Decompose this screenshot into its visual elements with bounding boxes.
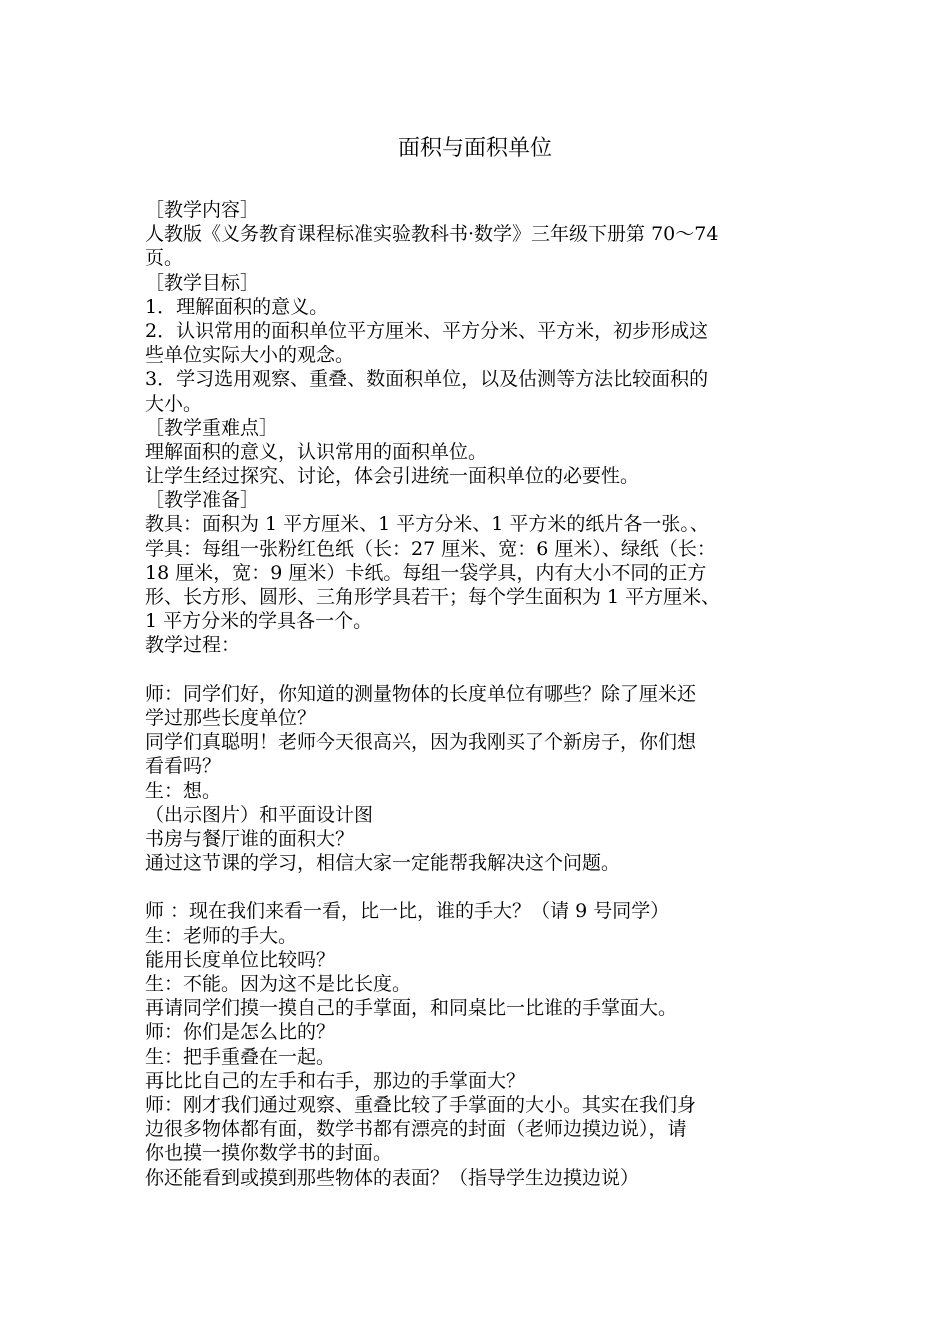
text-line: 形、长方形、圆形、三角形学具若干；每个学生面积为 1 平方厘米、 (145, 586, 721, 608)
text-line: 书房与餐厅谁的面积大？ (145, 827, 355, 850)
text-line: ［教学准备］ (145, 489, 260, 512)
text-line: ［教学内容］ (145, 199, 260, 221)
text-line: 师 ：现在我们来看一看，比一比，谁的手大？（请 9 号同学） (145, 900, 670, 923)
text-line: 生：老师的手大。 (145, 924, 298, 947)
text-line: 生：想。 (145, 779, 222, 802)
blank-line (145, 875, 813, 899)
text-line: 同学们真聪明！老师今天很高兴，因为我刚买了个新房子，你们想 (145, 731, 697, 754)
text-line: ［教学目标］ (145, 271, 260, 294)
text-line: 再比比自己的左手和右手，那边的手掌面大？ (145, 1069, 526, 1092)
text-line: 再请同学们摸一摸自己的手掌面，和同桌比一比谁的手掌面大。 (145, 997, 678, 1020)
text-line: 你也摸一摸你数学书的封面。 (145, 1142, 393, 1165)
text-line: 教学过程： (145, 634, 241, 657)
blank-line (145, 658, 813, 682)
text-line: 理解面积的意义，认识常用的面积单位。 (145, 440, 488, 463)
text-line: 大小。 (145, 392, 203, 415)
text-line: 学过那些长度单位？ (145, 706, 317, 729)
text-line: 你还能看到或摸到那些物体的表面？（指导学生边摸边说） (145, 1166, 640, 1189)
text-line: 页。 (145, 247, 184, 270)
text-line: ［教学重难点］ (145, 416, 279, 439)
text-line: 些单位实际大小的观念。 (145, 344, 355, 367)
text-line: 通过这节课的学习，相信大家一定能帮我解决这个问题。 (145, 852, 621, 875)
text-line: 3．学习选用观察、重叠、数面积单位，以及估测等方法比较面积的 (145, 368, 709, 391)
text-line: 人教版《义务教育课程标准实验教科书·数学》三年级下册第 70～74 (145, 223, 719, 246)
text-line: 1 平方分米的学具各一个。 (145, 610, 373, 633)
text-line: 边很多物体都有面，数学书都有漂亮的封面（老师边摸边说），请 (145, 1118, 687, 1141)
text-line: 生：不能。因为这不是比长度。 (145, 973, 412, 995)
text-line: 师：同学们好，你知道的测量物体的长度单位有哪些？除了厘米还 (145, 682, 697, 705)
document-body (145, 198, 813, 1190)
text-line: 师：刚才我们通过观察、重叠比较了手掌面的大小。其实在我们身 (145, 1093, 697, 1116)
text-line: 2．认识常用的面积单位平方厘米、平方分米、平方米，初步形成这 (145, 319, 709, 342)
text-line: 学具：每组一张粉红色纸（长：27 厘米、宽：6 厘米）、绿纸（长： (145, 537, 716, 560)
text-line: 18 厘米，宽：9 厘米）卡纸。每组一袋学具，内有大小不同的正方 (145, 561, 707, 584)
text-line: 师：你们是怎么比的？ (145, 1021, 336, 1044)
text-line: 看看吗？ (145, 755, 222, 778)
text-line: 教具：面积为 1 平方厘米、1 平方分米、1 平方米的纸片各一张。、 (145, 513, 709, 536)
text-line: 1．理解面积的意义。 (145, 295, 329, 318)
text-line: （出示图片）和平面设计图 (145, 803, 374, 826)
document-title: 面积与面积单位 (397, 136, 552, 161)
text-line: 让学生经过探究、讨论，体会引进统一面积单位的必要性。 (145, 465, 640, 488)
text-line: 生：把手重叠在一起。 (145, 1045, 336, 1068)
text-line: 能用长度单位比较吗？ (145, 948, 336, 971)
